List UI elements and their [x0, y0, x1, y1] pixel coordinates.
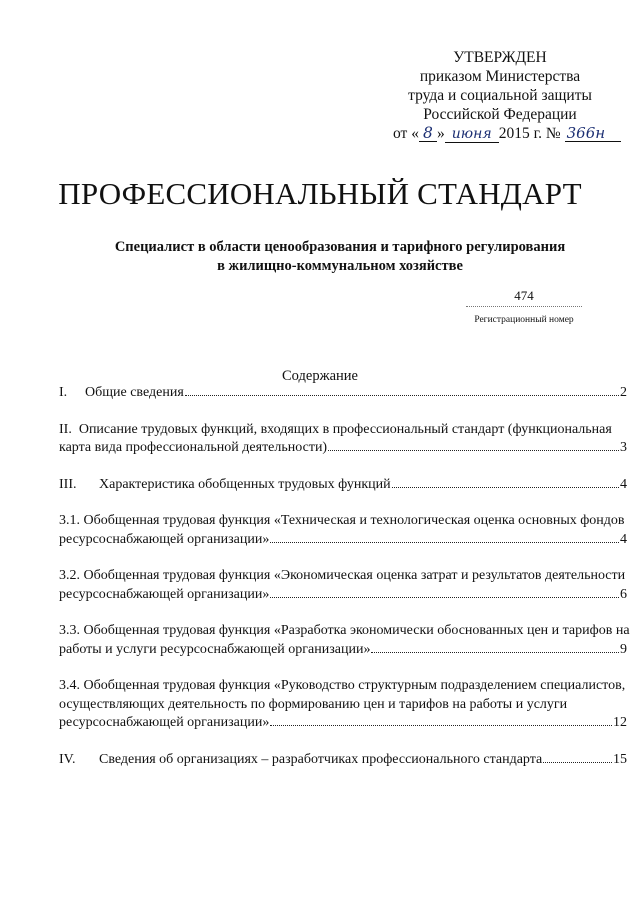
- toc-entry-title: Обобщенная трудовая функция «Техническая и технологическая оценка основных фондов: [83, 513, 625, 528]
- toc-heading: Содержание: [282, 368, 358, 384]
- toc-entry-page: 12: [613, 715, 627, 730]
- toc-entry-title: Характеристика обобщенных трудовых функций: [99, 476, 391, 492]
- toc-entry-title-cont: ресурсоснабжающей организации»: [59, 586, 270, 602]
- standard-name-line-2: в жилищно-коммунальном хозяйстве: [217, 258, 463, 274]
- approval-line-3: Российской Федерации: [423, 106, 577, 123]
- toc-entry-7[interactable]: [59, 677, 627, 733]
- toc-entry-number: IV.: [59, 751, 76, 767]
- toc-entry-number: II.: [59, 421, 72, 437]
- leader-dots: [328, 439, 619, 451]
- toc-entry-page: 4: [620, 476, 627, 492]
- toc-entry-8[interactable]: [59, 751, 627, 770]
- approval-order-line: [390, 124, 610, 143]
- leader-dots: [371, 641, 619, 653]
- toc-entry-number: 3.3.: [59, 623, 80, 638]
- toc-entry-title: Общие сведения: [85, 385, 184, 400]
- registration-box: [466, 288, 582, 325]
- leader-dots: [392, 476, 619, 488]
- toc-entry-title-cont: работы и услуги ресурсоснабжающей организации»: [59, 641, 371, 657]
- toc-entry-page: 2: [620, 385, 627, 400]
- toc-entry-page: 9: [620, 641, 627, 657]
- approval-line-2: труда и социальной защиты: [408, 87, 592, 104]
- toc-entry-title: Обобщенная трудовая функция «Разработка экономически обоснованных цен и тарифов на: [83, 623, 630, 638]
- date-prefix: от «: [393, 125, 419, 142]
- leader-dots: [270, 586, 619, 598]
- table-of-contents: [59, 384, 630, 787]
- date-year: 2015 г. №: [498, 125, 561, 142]
- standard-name-line-1: Специалист в области ценообразования и тарифного регулирования: [114, 239, 566, 255]
- toc-entry-page: 6: [620, 586, 627, 602]
- toc-entry-title: Описание трудовых функций, входящих в профессиональный стандарт (функциональная: [78, 421, 612, 437]
- toc-entry-number: III.: [59, 476, 77, 492]
- approval-heading: УТВЕРЖДЕН: [453, 49, 547, 66]
- handwritten-month: июня: [445, 126, 499, 143]
- handwritten-day: 8: [419, 125, 437, 142]
- registration-label: Регистрационный номер: [474, 315, 574, 325]
- toc-entry-title: Сведения об организациях – разработчиках профессионального стандарта: [99, 751, 543, 767]
- toc-entry-number: I.: [59, 385, 68, 400]
- leader-dots: [543, 751, 612, 763]
- toc-entry-title-cont-2: ресурсоснабжающей организации»: [59, 715, 270, 730]
- approval-line-1: приказом Министерства: [419, 68, 581, 85]
- document-title: ПРОФЕССИОНАЛЬНЫЙ СТАНДАРТ: [58, 176, 582, 211]
- toc-entry-5[interactable]: [59, 567, 627, 604]
- handwritten-order-number: 366н: [565, 125, 621, 142]
- toc-entry-6[interactable]: [59, 622, 630, 659]
- toc-entry-1[interactable]: [59, 384, 627, 403]
- toc-entry-title-cont: осуществляющих деятельность по формированию цен и тарифов на работы и услуги: [59, 696, 568, 712]
- leader-dots: [185, 384, 619, 396]
- toc-entry-title: Обобщенная трудовая функция «Руководство структурным подразделением специалистов,: [83, 678, 626, 693]
- toc-entry-title: Обобщенная трудовая функция «Экономическая оценка затрат и результатов деятельности: [83, 568, 626, 583]
- toc-entry-number: 3.1.: [59, 513, 80, 528]
- leader-dots: [270, 531, 619, 543]
- date-mid: »: [436, 125, 445, 142]
- toc-entry-number: 3.2.: [59, 568, 80, 583]
- standard-name: [40, 238, 640, 276]
- toc-entry-title-cont: ресурсоснабжающей организации»: [59, 531, 270, 547]
- toc-entry-page: 4: [620, 531, 627, 547]
- toc-entry-number: 3.4.: [59, 678, 80, 693]
- toc-entry-2[interactable]: [59, 421, 627, 458]
- toc-entry-title-cont: карта вида профессиональной деятельности): [59, 440, 328, 455]
- toc-entry-4[interactable]: [59, 512, 627, 549]
- toc-entry-page: 15: [613, 751, 627, 767]
- approval-block: [390, 48, 610, 143]
- registration-number: 474: [466, 288, 582, 307]
- toc-entry-3[interactable]: [59, 476, 627, 495]
- toc-entry-page: 3: [620, 440, 627, 455]
- leader-dots: [270, 714, 612, 726]
